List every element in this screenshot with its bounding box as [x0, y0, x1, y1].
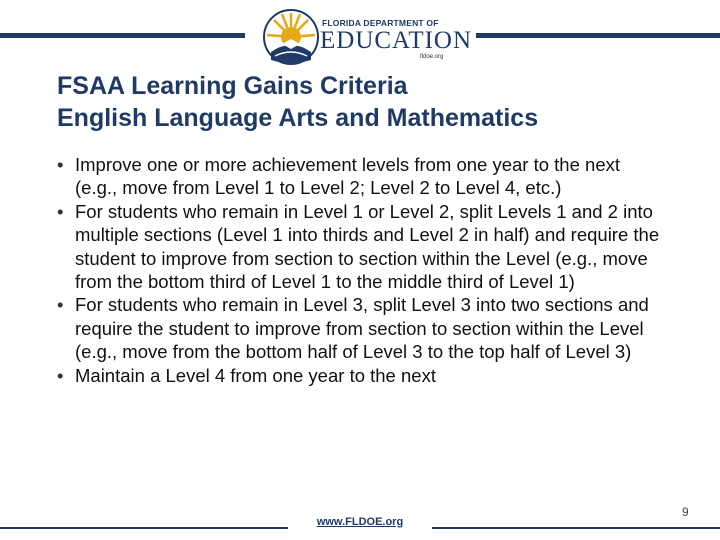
logo-top-text: FLORIDA DEPARTMENT OF [322, 18, 439, 28]
footer-rule-left [0, 527, 288, 529]
slide-title-line-2: English Language Arts and Mathematics [57, 104, 539, 132]
logo-main-text: EDUCATION [320, 27, 473, 54]
criteria-item: • For students who remain in Level 1 or Level 2, split Levels 1 and 2 into multiple sections (Level 1 into thirds and Level 2 in half) and require the student to improve from section to section within the Level (e.g., move from the bottom third of Level 1 to the middle third of Level 1) [57, 200, 667, 294]
criteria-list [57, 153, 667, 387]
header-rule-left [0, 33, 245, 38]
criteria-item: • For students who remain in Level 3, split Level 3 into two sections and require the student to improve from section to section within the Level (e.g., move from the bottom half of Level 3 to the top half of Level 3) [57, 293, 667, 363]
logo-site-text: fldoe.org [420, 54, 444, 60]
footer-website-link[interactable]: www.FLDOE.org [316, 516, 404, 528]
fldoe-logo [262, 8, 473, 68]
footer-rule-right [432, 527, 720, 529]
criteria-item: • Improve one or more achievement levels from one year to the next (e.g., move from Level 1 to Level 2; Level 2 to Level 4, etc.) [57, 153, 667, 200]
fldoe-seal-icon [262, 8, 320, 66]
slide-title-line-1: FSAA Learning Gains Criteria [57, 72, 408, 100]
slide-title [57, 70, 538, 134]
criteria-item: • Maintain a Level 4 from one year to the next [57, 364, 667, 387]
page-number: 9 [682, 505, 689, 519]
header-rule-right [476, 33, 720, 38]
